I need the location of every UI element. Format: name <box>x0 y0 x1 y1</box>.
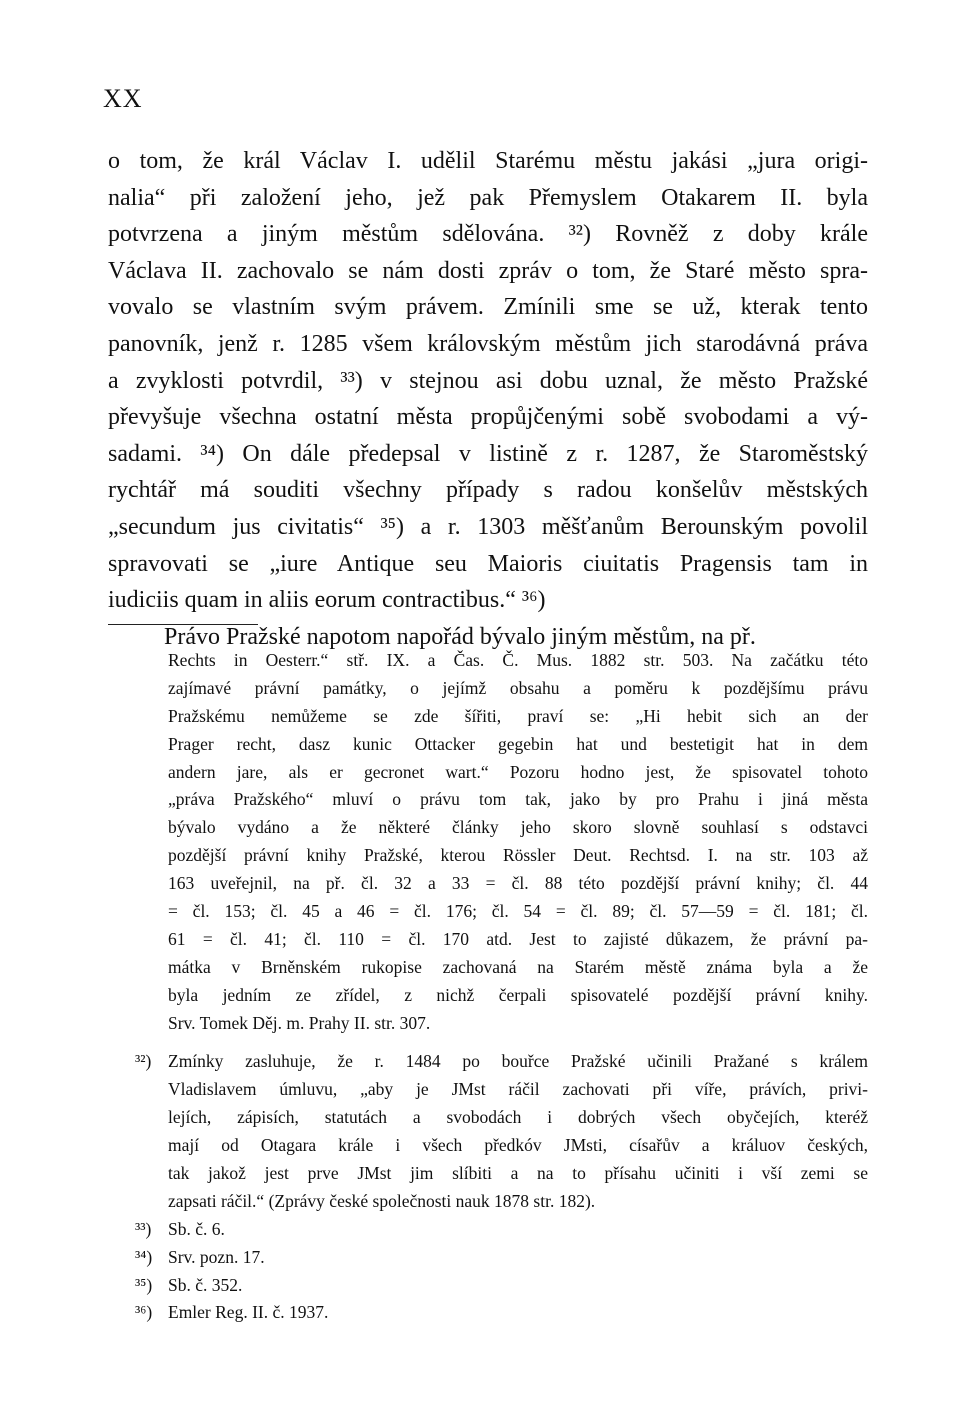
note-line: Emler Reg. II. č. 1937. <box>168 1302 329 1323</box>
footnote-gap <box>168 1037 868 1048</box>
note-line: Srv. Tomek Děj. m. Prahy II. str. 307. <box>168 1012 431 1033</box>
note-line: pozdější právní knihy Pražské, kterou Rössler Deut. Rechtsd. I. na str. 103 až <box>168 845 868 866</box>
note-line: mají od Otagara krále i všech předkóv JMsti, císařův a králuov českých, <box>168 1135 868 1156</box>
footnote-34 <box>135 1244 868 1272</box>
footnote-marker: ³⁴) <box>135 1246 153 1267</box>
note-line: Pražskému nemůžeme se zde šířiti, praví se: „Hi hebit sich an der <box>168 705 868 726</box>
note-line: andern jare, als er gecronet wart.“ Pozoru hodno jest, že spisovatel tohoto <box>168 761 868 782</box>
note-line: mátka v Brněnském rukopise zachovaná na Starém městě známa byla a že <box>168 956 868 977</box>
text-line: převyšuje všechna ostatní města propůjčenými sobě svobodami a vý- <box>108 404 868 431</box>
text-line: „secundum jus civitatis“ ³⁵) a r. 1303 měšťanům Berounským povolil <box>108 513 868 540</box>
note-line: zapsati ráčil.“ (Zprávy české společnosti nauk 1878 str. 182). <box>168 1190 596 1211</box>
text-line: a zvyklosti potvrdil, ³³) v stejnou asi dobu uznal, že město Pražské <box>108 367 868 394</box>
note-line: Sb. č. 352. <box>168 1274 243 1295</box>
text-line: sadami. ³⁴) On dále předepsal v listině z r. 1287, že Staroměstský <box>108 440 868 467</box>
page-number: XX <box>103 84 143 113</box>
main-text <box>108 143 868 655</box>
footnote-33 <box>135 1216 868 1244</box>
note-line: Vladislavem úmluvu, „aby je JMst ráčil zachovati při víře, právích, privi- <box>168 1079 868 1100</box>
note-line: zajímavé právní památky, o jejímž obsahu a poměru k pozdějšímu právu <box>168 677 868 698</box>
text-line: nalia“ při založení jeho, jež pak Přemyslem Otakarem II. byla <box>108 184 868 211</box>
note-line: Sb. č. 6. <box>168 1218 225 1239</box>
note-line: byla jedním ze zřídel, z nichž čerpali spisovatelé pozdější právní knihy. <box>168 984 868 1005</box>
note-line: 163 uveřejnil, na př. čl. 32 a 33 = čl. 88 této pozdější právní knihy; čl. 44 <box>168 873 868 894</box>
note-line: 61 = čl. 41; čl. 110 = čl. 170 atd. Jest to zajisté důkazem, že právní pa- <box>168 928 868 949</box>
note-line: bývalo vydáno a že některé články jeho skoro slovně souhlasí s odstavci <box>168 817 868 838</box>
note-line: Rechts in Oesterr.“ stř. IX. a Čas. Č. Mus. 1882 str. 503. Na začátku této <box>168 650 868 670</box>
footnote-36 <box>135 1299 868 1327</box>
text-line: potvrzena a jiným městům sdělována. ³²) Rovněž z doby krále <box>108 221 868 248</box>
note-line: = čl. 153; čl. 45 a 46 = čl. 176; čl. 54 = čl. 89; čl. 57—59 = čl. 181; čl. <box>168 901 868 922</box>
footnote-marker: ³⁵) <box>135 1274 153 1295</box>
text-line: panovník, jenž r. 1285 všem královským městům jich starodávná práva <box>108 330 868 357</box>
text-line: vovalo se vlastním svým právem. Zmínili sme se už, kterak tento <box>108 294 868 321</box>
note-line: Prager recht, dasz kunic Ottacker gegebin hat und bestetigit hat in dem <box>168 733 868 754</box>
footnote-marker: ³³) <box>135 1218 152 1239</box>
text-line: Václava II. zachovalo se nám dosti zpráv o tom, že Staré město spra- <box>108 257 868 284</box>
note-line: Srv. pozn. 17. <box>168 1246 265 1267</box>
footnote-marker: ³²) <box>135 1051 152 1072</box>
note-line: Zmínky zasluhuje, že r. 1484 po bouřce Pražské učinili Pražané s králem <box>168 1051 868 1072</box>
text-line: iudiciis quam in aliis eorum contractibus.“ ³⁶) <box>108 587 546 614</box>
note-line: tak jakož jest prve JMst jim slíbiti a na to přísahu učiniti i vší zemi se <box>168 1163 868 1184</box>
text-line: o tom, že král Václav I. udělil Starému městu jakási „jura origi- <box>108 148 868 174</box>
text-line: Právo Pražské napotom napořád bývalo jiným městům, na př. <box>164 623 756 650</box>
text-line: rychtář má souditi všechny případy s radou konšelův městských <box>108 477 868 504</box>
footnote-35 <box>135 1272 868 1300</box>
footnotes-section <box>135 647 868 1327</box>
footnote-marker: ³⁶) <box>135 1302 153 1323</box>
note-line: lejích, zápisích, statutách a svobodách i dobrých všech obyčejích, kteréž <box>168 1107 868 1128</box>
footnote-continuation <box>168 647 868 1037</box>
footnote-32 <box>135 1048 868 1215</box>
note-line: „práva Pražského“ mluví o právu tom tak, jako by pro Prahu i jiná města <box>168 789 868 810</box>
footnote-separator <box>108 624 258 625</box>
text-line: spravovati se „iure Antique seu Maioris ciuitatis Pragensis tam in <box>108 550 868 577</box>
